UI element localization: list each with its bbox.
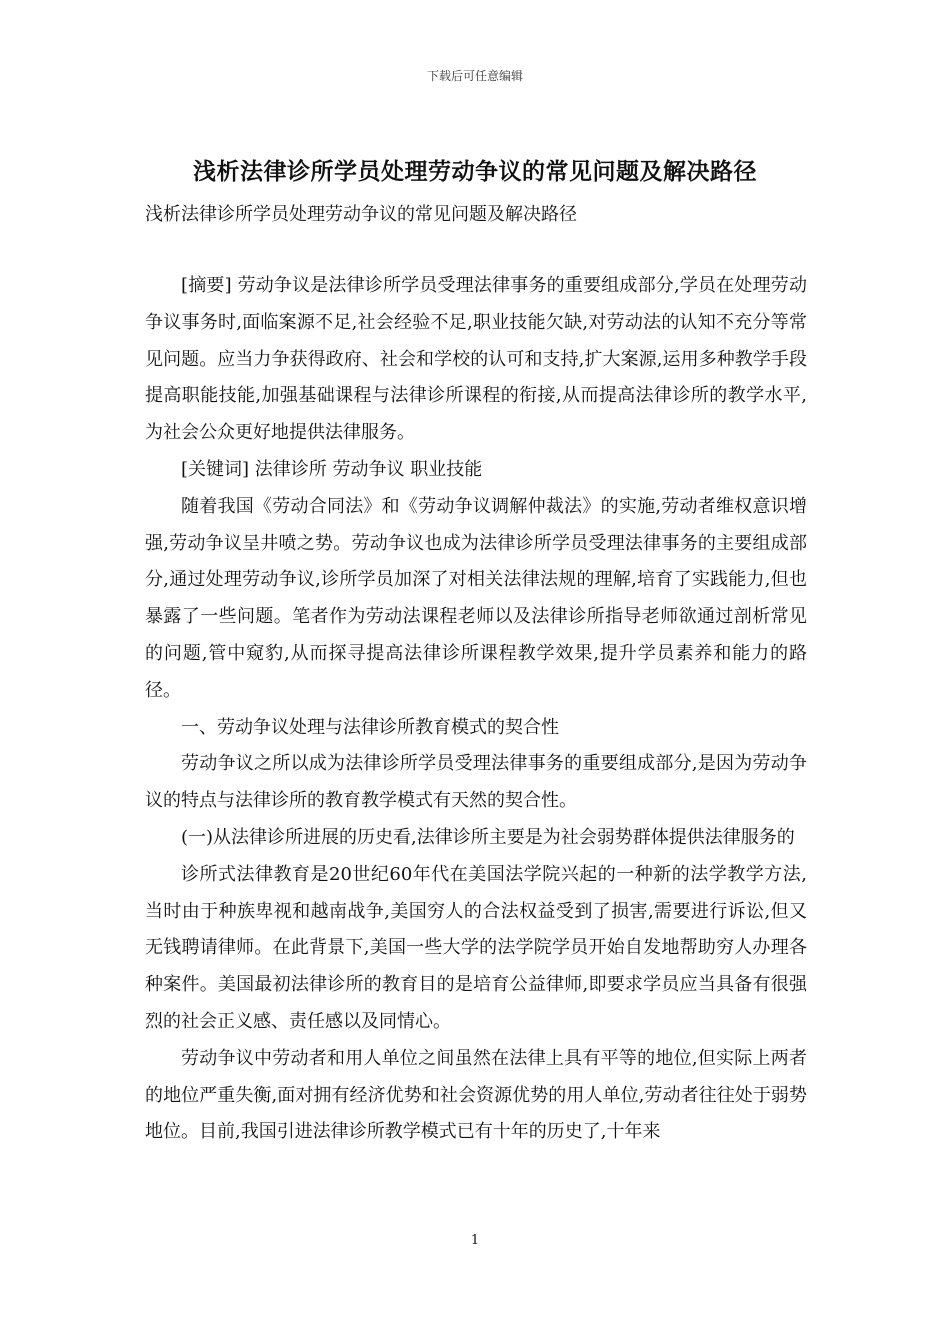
abstract-paragraph: [摘要] 劳动争议是法律诊所学员受理法律事务的重要组成部分,学员在处理劳动争议事务时,面临案源不足,社会经验不足,职业技能欠缺,对劳动法的认知不充分等常见问题。应当力争获得政府、社会和学校的认可和支持,扩大案源,运用多种教学手段提高职能技能,加强基础课程与法律诊所课程的衔接,从而提高法律诊所的教学水平,为社会公众更好地提供法律服务。 [145,275,807,444]
document-title: 浅析法律诊所学员处理劳动争议的常见问题及解决路径 [193,158,757,185]
keywords-paragraph: [关键词] 法律诊所 劳动争议 职业技能 [181,458,483,480]
header-note: 下载后可任意编辑 [426,69,523,83]
body-paragraph: 劳动争议中劳动者和用人单位之间虽然在法律上具有平等的地位,但实际上两者的地位严重失衡,面对拥有经济优势和社会资源优势的用人单位,劳动者往往处于弱势地位。目前,我国引进法律诊所教学模式已有十年的历史了,十年来 [145,1047,807,1143]
section-heading-1: 一、劳动争议处理与法律诊所教育模式的契合性 [181,716,559,738]
subsection-heading-1: (一)从法律诊所进展的历史看,法律诊所主要是为社会弱势群体提供法律服务的 [181,826,795,848]
intro-paragraph: 随着我国《劳动合同法》和《劳动争议调解仲裁法》的实施,劳动者维权意识增强,劳动争议呈井喷之势。劳动争议也成为法律诊所学员受理法律事务的主要组成部分,通过处理劳动争议,诊所学员加深了对相关法律法规的理解,培育了实践能力,但也暴露了一些问题。笔者作为劳动法课程老师以及法律诊所指导老师欲通过剖析常见的问题,管中窥豹,从而探寻提高法律诊所课程教学效果,提升学员素养和能力的路径。 [145,495,807,701]
page-number: 1 [470,1233,480,1248]
document-subtitle: 浅析法律诊所学员处理劳动争议的常见问题及解决路径 [145,204,577,225]
body-paragraph: 劳动争议之所以成为法律诊所学员受理法律事务的重要组成部分,是因为劳动争议的特点与法律诊所的教育教学模式有天然的契合性。 [145,753,807,812]
body-paragraph: 诊所式法律教育是20世纪60年代在美国法学院兴起的一种新的法学教学方法,当时由于种族卑视和越南战争,美国穷人的合法权益受到了损害,需要进行诉讼,但又无钱聘请律师。在此背景下,美国一些大学的法学院学员开始自发地帮助穷人办理各种案件。美国最初法律诊所的教育目的是培育公益律师,即要求学员应当具备有很强烈的社会正义感、责任感以及同情心。 [145,863,807,1032]
document-body [145,268,807,1151]
